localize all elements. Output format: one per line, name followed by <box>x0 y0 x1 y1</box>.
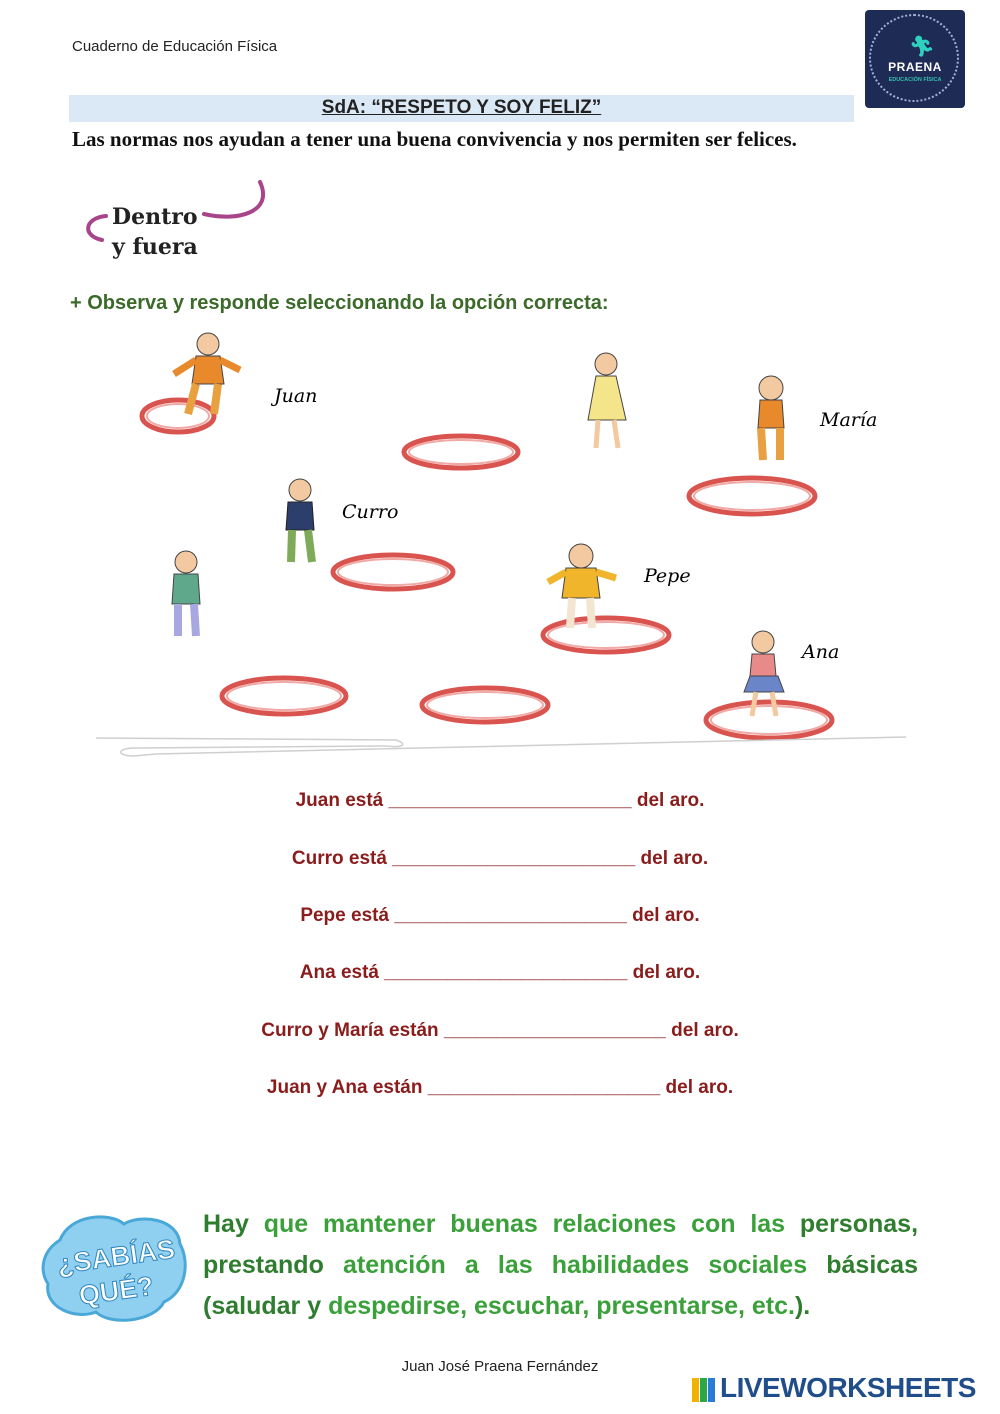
hoop-pepe <box>543 618 669 652</box>
liveworksheets-brand[interactable]: LIVEWORKSHEETS <box>720 1372 976 1403</box>
question-4-after: del aro. <box>632 962 701 983</box>
question-5-after: del aro. <box>671 1020 739 1041</box>
liveworksheets-icon <box>692 1378 716 1402</box>
hoop-empty-3 <box>333 555 453 589</box>
question-6-after: del aro. <box>665 1077 734 1098</box>
question-5-blank[interactable]: _____________________ <box>443 1020 666 1041</box>
question-3-after: del aro. <box>632 905 700 926</box>
question-1-after: del aro. <box>636 790 705 811</box>
page-title: SdA: “RESPETO Y SOY FELIZ” <box>321 97 602 118</box>
question-1-before: Juan está <box>295 790 384 811</box>
intro-text: Las normas nos ayudan a tener una buena convivencia y nos permiten ser felices. <box>72 127 797 151</box>
name-juan: Juan <box>274 385 318 407</box>
hoops <box>142 400 832 738</box>
figure-boy-left <box>172 551 200 636</box>
name-maria: María <box>820 409 878 431</box>
logo-word: PRAENA <box>888 60 942 74</box>
did-you-know-text: Hay que mantener buenas relaciones con las personas, prestando atención a las habilidades sociales básicas (saludar y despedirse, escuchar, presentarse, etc.). <box>203 1210 919 1320</box>
instruction: + Observa y responde seleccionando la opción correcta: <box>70 292 609 314</box>
question-1-blank[interactable]: _______________________ <box>388 790 632 811</box>
logo-subtitle: EDUCACIÓN FÍSICA <box>888 77 942 83</box>
question-3-before: Pepe está <box>300 905 390 926</box>
runner-icon: 🏃︎ <box>909 36 935 58</box>
figure-girl-1 <box>588 353 626 448</box>
question-3-blank[interactable]: ______________________ <box>394 905 627 926</box>
badge-line-2: QUÉ? <box>77 1270 156 1311</box>
name-pepe: Pepe <box>644 565 691 587</box>
question-5-before: Curro y María están <box>261 1020 439 1041</box>
question-1 <box>0 790 1000 812</box>
section-line-1: Dentro <box>112 204 198 230</box>
section-line-2: y fuera <box>112 234 198 260</box>
figure-maria <box>758 376 784 460</box>
hoop-empty-2 <box>689 478 815 514</box>
badge-line-1: ¿SABÍAS <box>55 1233 177 1280</box>
hoop-ana <box>706 702 832 738</box>
question-6 <box>0 1077 1000 1099</box>
question-4-before: Ana está <box>299 962 379 983</box>
question-5 <box>0 1020 1000 1042</box>
name-ana: Ana <box>802 641 840 663</box>
praena-logo <box>865 10 965 108</box>
section-label <box>112 202 198 262</box>
question-2-before: Curro está <box>291 848 387 869</box>
question-4-blank[interactable]: _______________________ <box>384 962 628 983</box>
hoop-empty-5 <box>422 688 548 722</box>
figure-curro <box>286 479 314 562</box>
notebook-header: Cuaderno de Educación Física <box>72 38 278 55</box>
figure-pepe <box>548 544 616 628</box>
did-you-know-badge <box>40 1210 190 1330</box>
question-4 <box>0 962 1000 984</box>
question-3 <box>0 905 1000 927</box>
question-2-blank[interactable]: _______________________ <box>392 848 636 869</box>
hoops-illustration <box>96 330 906 760</box>
hoop-empty-4 <box>222 678 346 714</box>
name-curro: Curro <box>342 501 399 523</box>
question-6-blank[interactable]: ______________________ <box>427 1077 661 1098</box>
author-footer: Juan José Praena Fernández <box>401 1358 599 1375</box>
hoops-inner <box>147 404 827 734</box>
question-6-before: Juan y Ana están <box>266 1077 423 1098</box>
question-2 <box>0 848 1000 870</box>
question-2-after: del aro. <box>640 848 709 869</box>
scene-edge <box>96 737 906 756</box>
